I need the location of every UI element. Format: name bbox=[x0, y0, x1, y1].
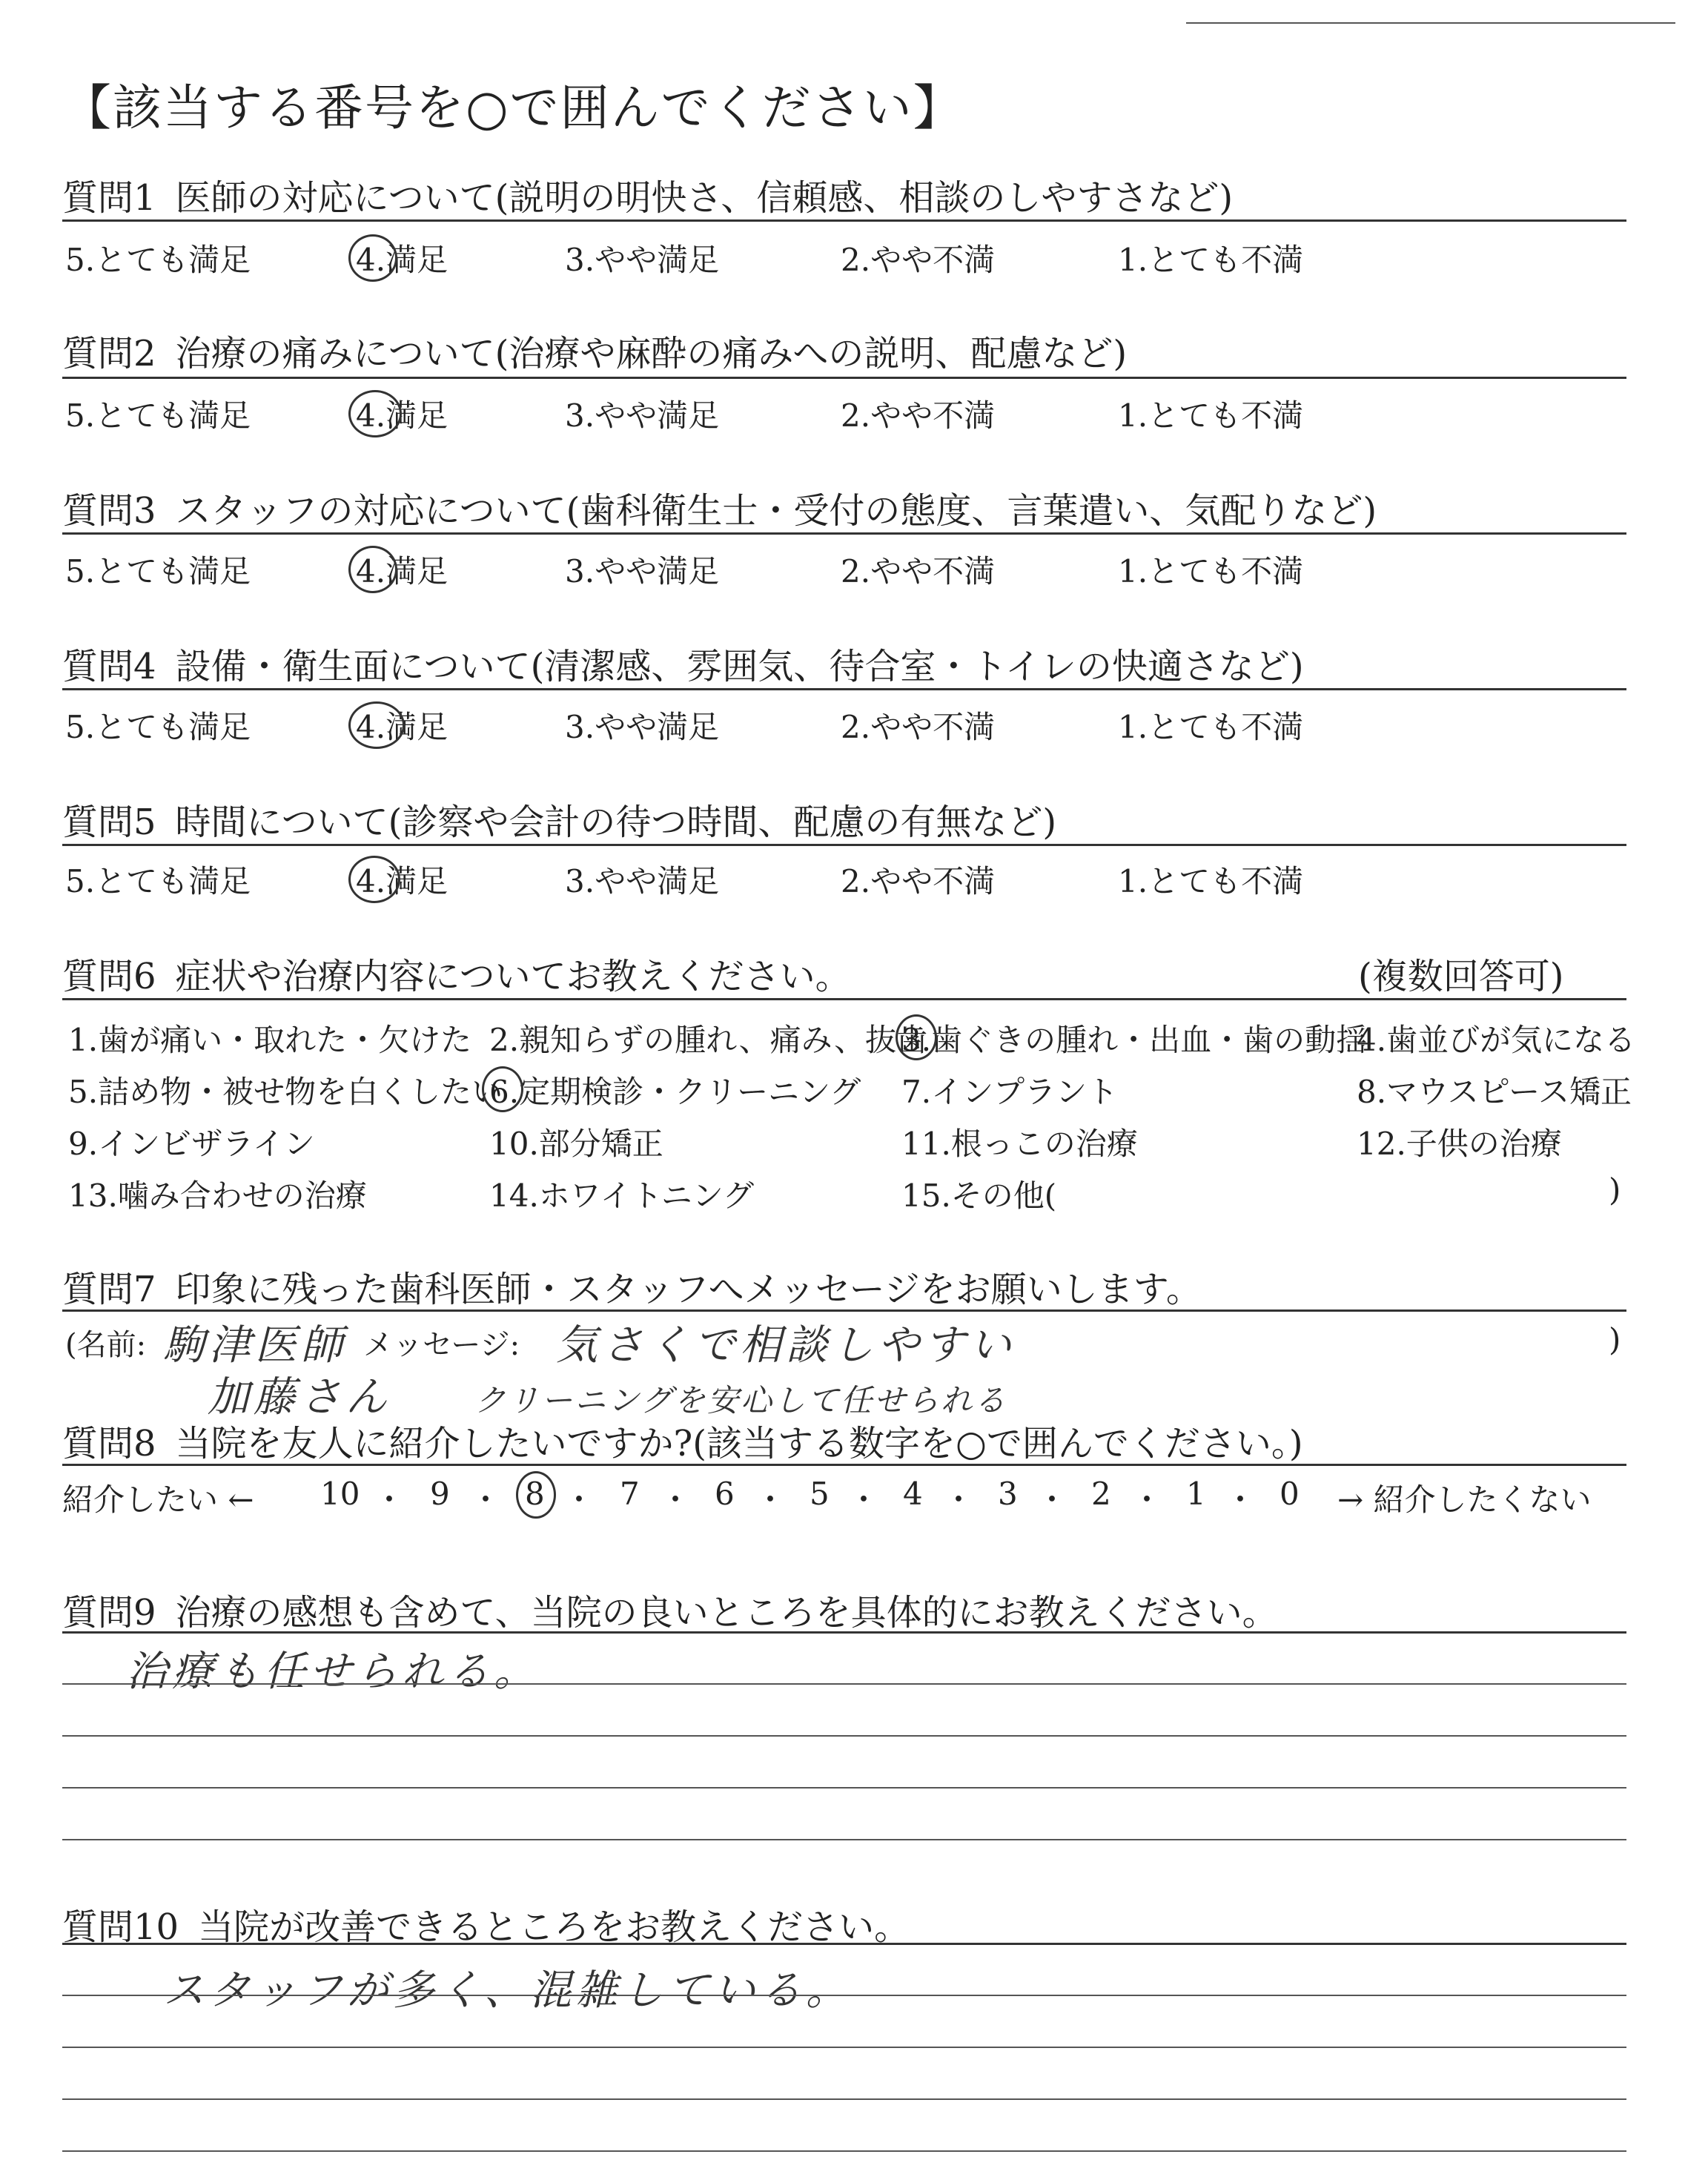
q9-handwritten-answer[interactable]: 治療も任せられる。 bbox=[126, 1648, 540, 1696]
q6-option-15-close: ) bbox=[1609, 1172, 1621, 1208]
selection-circle bbox=[516, 1471, 556, 1519]
scale-0[interactable]: 0 bbox=[1280, 1476, 1300, 1512]
question-7-rule bbox=[62, 1309, 1626, 1312]
scale-4[interactable]: 4 bbox=[903, 1476, 923, 1512]
answer-line bbox=[62, 1683, 1626, 1685]
q3-option-5[interactable]: 5.とても満足 bbox=[65, 553, 251, 589]
question-6-note: (複数回答可) bbox=[1358, 956, 1564, 997]
q2-option-5[interactable]: 5.とても満足 bbox=[65, 397, 251, 434]
q4-option-3[interactable]: 3.やや満足 bbox=[565, 709, 720, 745]
scale-7[interactable]: 7 bbox=[620, 1476, 640, 1512]
answer-line bbox=[62, 1735, 1626, 1737]
selection-circle bbox=[482, 1066, 523, 1112]
scale-5[interactable]: 5 bbox=[810, 1476, 830, 1512]
selection-circle bbox=[348, 390, 402, 437]
q6-option-15[interactable]: 15.その他( bbox=[901, 1178, 1057, 1214]
q6-option-9[interactable]: 9.インビザライン bbox=[68, 1126, 315, 1162]
name-label: (名前: bbox=[65, 1328, 147, 1362]
answer-line bbox=[62, 1787, 1626, 1789]
scale-separator: ・ bbox=[374, 1482, 406, 1518]
scale-separator: ・ bbox=[470, 1482, 502, 1518]
selection-circle bbox=[348, 701, 405, 749]
message-label: メッセージ: bbox=[363, 1328, 520, 1362]
question-6-title: 質問6 症状や治療内容についてお教えください。 bbox=[62, 956, 851, 997]
question-10-rule bbox=[62, 1943, 1626, 1945]
selection-circle bbox=[348, 546, 397, 593]
handwritten-message-2[interactable]: クリーニングを安心して任せられる bbox=[474, 1382, 1008, 1418]
handwritten-name-2[interactable]: 加藤さん bbox=[208, 1373, 391, 1421]
question-8-title: 質問8 当院を友人に紹介したいですか?(該当する数字を○で囲んでください。) bbox=[62, 1423, 1303, 1464]
scale-separator: ・ bbox=[848, 1482, 880, 1518]
q5-option-4[interactable]: 4.満足 bbox=[356, 863, 448, 899]
handwritten-message-1[interactable]: 気さくで相談しやすい bbox=[556, 1321, 1016, 1370]
question-2-title: 質問2 治療の痛みについて(治療や麻酔の痛みへの説明、配慮など) bbox=[62, 333, 1128, 374]
question-4-rule bbox=[62, 688, 1626, 690]
q4-option-5[interactable]: 5.とても満足 bbox=[65, 709, 251, 745]
q3-option-2[interactable]: 2.やや不満 bbox=[841, 553, 996, 589]
scale-8[interactable]: 8 bbox=[525, 1476, 545, 1512]
selection-circle bbox=[348, 234, 397, 282]
q10-handwritten-answer[interactable]: スタッフが多く、混雑している。 bbox=[163, 1966, 852, 2015]
question-3-rule bbox=[62, 532, 1626, 535]
top-edge-line bbox=[1186, 22, 1675, 24]
scale-1[interactable]: 1 bbox=[1186, 1476, 1206, 1512]
answer-line bbox=[62, 2150, 1626, 2152]
scale-3[interactable]: 3 bbox=[998, 1476, 1018, 1512]
scale-6[interactable]: 6 bbox=[715, 1476, 735, 1512]
answer-line bbox=[62, 1839, 1626, 1840]
q6-option-14[interactable]: 14.ホワイトニング bbox=[489, 1178, 755, 1214]
question-6-rule bbox=[62, 998, 1626, 1000]
selection-circle bbox=[896, 1014, 937, 1060]
q6-option-11[interactable]: 11.根っこの治療 bbox=[901, 1126, 1138, 1162]
q1-option-5[interactable]: 5.とても満足 bbox=[65, 242, 251, 278]
q2-option-4[interactable]: 4.満足 bbox=[356, 397, 448, 434]
scale-2[interactable]: 2 bbox=[1091, 1476, 1111, 1512]
question-1-title: 質問1 医師の対応について(説明の明快さ、信頼感、相談のしやすさなど) bbox=[62, 177, 1234, 219]
selection-circle bbox=[348, 856, 400, 903]
q6-option-10[interactable]: 10.部分矯正 bbox=[489, 1126, 663, 1162]
handwritten-name-1[interactable]: 駒津医師 bbox=[163, 1321, 347, 1370]
question-2-rule bbox=[62, 377, 1626, 379]
answer-line bbox=[62, 2098, 1626, 2100]
scale-right-label: → 紹介したくない bbox=[1337, 1482, 1592, 1518]
scale-separator: ・ bbox=[660, 1482, 692, 1518]
question-4-title: 質問4 設備・衛生面について(清潔感、雰囲気、待合室・トイレの快適さなど) bbox=[62, 646, 1304, 687]
q4-option-4[interactable]: 4.満足 bbox=[356, 709, 448, 745]
question-3-title: 質問3 スタッフの対応について(歯科衛生士・受付の態度、言葉遣い、気配りなど) bbox=[62, 490, 1377, 532]
q1-option-1[interactable]: 1.とても不満 bbox=[1118, 242, 1304, 278]
q1-option-4[interactable]: 4.満足 bbox=[356, 242, 448, 278]
q2-option-2[interactable]: 2.やや不満 bbox=[841, 397, 996, 434]
form-title: 【該当する番号を○で囲んでください】 bbox=[62, 79, 964, 136]
q6-option-2[interactable]: 2.親知らずの腫れ、痛み、抜歯 bbox=[489, 1022, 928, 1058]
q2-option-3[interactable]: 3.やや満足 bbox=[565, 397, 720, 434]
q4-option-1[interactable]: 1.とても不満 bbox=[1118, 709, 1304, 745]
q5-option-3[interactable]: 3.やや満足 bbox=[565, 863, 720, 899]
answer-line bbox=[62, 2047, 1626, 2048]
q5-option-5[interactable]: 5.とても満足 bbox=[65, 863, 251, 899]
question-1-rule bbox=[62, 219, 1626, 222]
scale-9[interactable]: 9 bbox=[430, 1476, 450, 1512]
q6-option-12[interactable]: 12.子供の治療 bbox=[1357, 1126, 1562, 1162]
scale-10[interactable]: 10 bbox=[320, 1476, 360, 1512]
q6-option-7[interactable]: 7.インプラント bbox=[901, 1074, 1119, 1110]
question-8-rule bbox=[62, 1464, 1626, 1466]
q4-option-2[interactable]: 2.やや不満 bbox=[841, 709, 996, 745]
question-9-rule bbox=[62, 1631, 1626, 1634]
q5-option-1[interactable]: 1.とても不満 bbox=[1118, 863, 1304, 899]
q6-option-3[interactable]: 3.歯ぐきの腫れ・出血・歯の動揺 bbox=[901, 1022, 1368, 1058]
question-7-title: 質問7 印象に残った歯科医師・スタッフへメッセージをお願いします。 bbox=[62, 1269, 1202, 1310]
question-5-title: 質問5 時間について(診察や会計の待つ時間、配慮の有無など) bbox=[62, 802, 1057, 843]
q3-option-3[interactable]: 3.やや満足 bbox=[565, 553, 720, 589]
q5-option-2[interactable]: 2.やや不満 bbox=[841, 863, 996, 899]
q6-option-4[interactable]: 4.歯並びが気になる bbox=[1357, 1022, 1636, 1058]
q1-option-3[interactable]: 3.やや満足 bbox=[565, 242, 720, 278]
q1-option-2[interactable]: 2.やや不満 bbox=[841, 242, 996, 278]
q3-option-4[interactable]: 4.満足 bbox=[356, 553, 448, 589]
question-9-title: 質問9 治療の感想も含めて、当院の良いところを具体的にお教えください。 bbox=[62, 1592, 1278, 1634]
scale-separator: ・ bbox=[943, 1482, 975, 1518]
q6-option-5[interactable]: 5.詰め物・被せ物を白くしたい bbox=[68, 1074, 503, 1110]
q2-option-1[interactable]: 1.とても不満 bbox=[1118, 397, 1304, 434]
scale-separator: ・ bbox=[563, 1482, 595, 1518]
scale-left-label: 紹介したい ← bbox=[62, 1482, 254, 1518]
q3-option-1[interactable]: 1.とても不満 bbox=[1118, 553, 1304, 589]
q6-option-6[interactable]: 6.定期検診・クリーニング bbox=[489, 1074, 861, 1110]
scale-separator: ・ bbox=[1225, 1482, 1257, 1518]
q6-option-13[interactable]: 13.噛み合わせの治療 bbox=[68, 1178, 367, 1214]
scale-separator: ・ bbox=[1036, 1482, 1068, 1518]
question-5-rule bbox=[62, 844, 1626, 846]
scale-separator: ・ bbox=[755, 1482, 787, 1518]
q6-option-8[interactable]: 8.マウスピース矯正 bbox=[1357, 1074, 1632, 1110]
q6-option-1[interactable]: 1.歯が痛い・取れた・欠けた bbox=[68, 1022, 472, 1058]
answer-line bbox=[62, 1995, 1626, 1996]
question-10-title: 質問10 当院が改善できるところをお教えください。 bbox=[62, 1906, 910, 1948]
scale-separator: ・ bbox=[1131, 1482, 1163, 1518]
message-close: ) bbox=[1609, 1321, 1621, 1358]
